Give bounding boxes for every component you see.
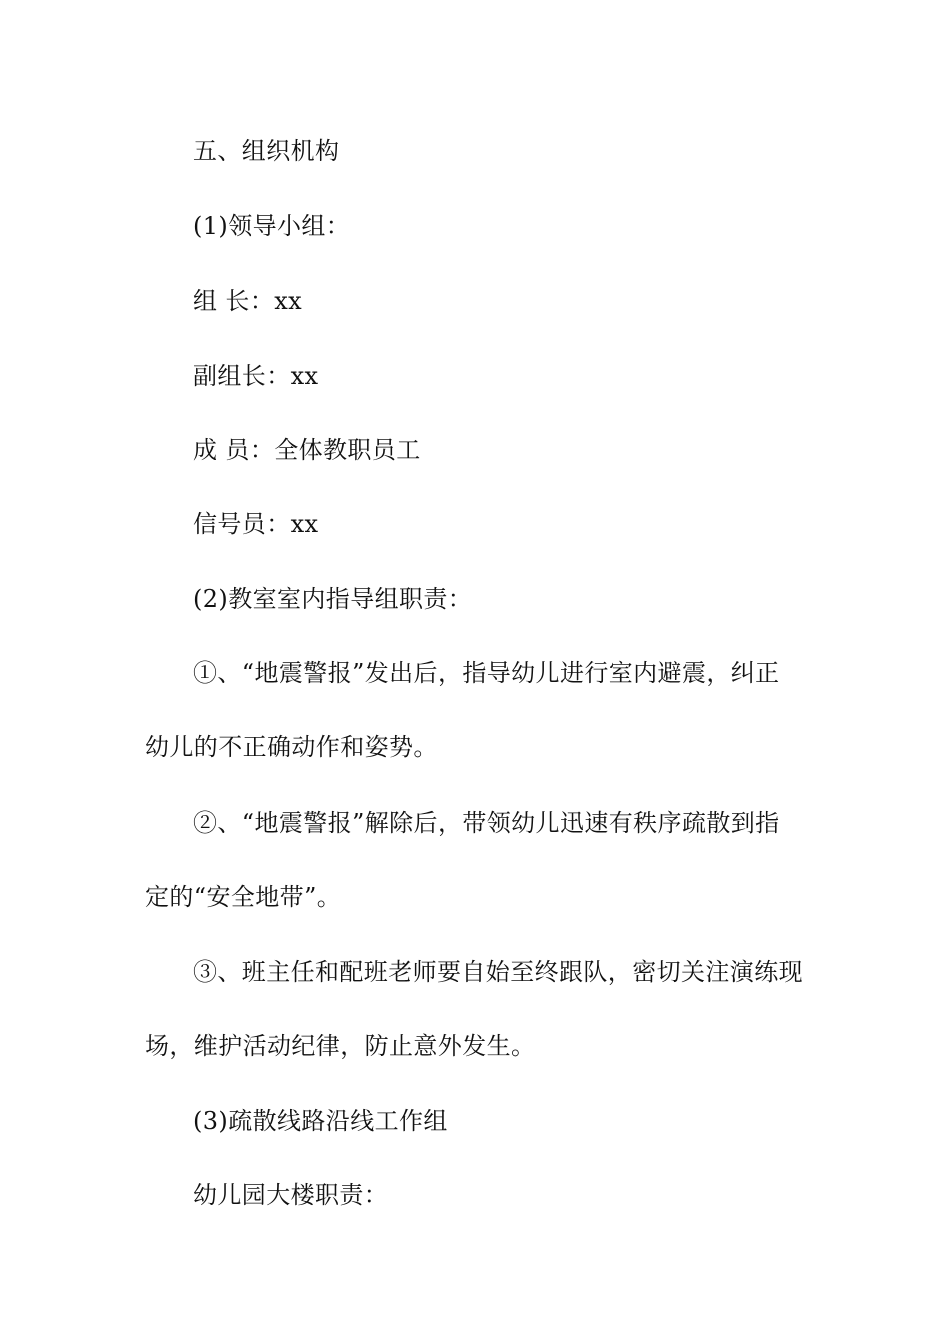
leader-line: 组 长：xx bbox=[193, 287, 303, 315]
section-heading: 五、组织机构 bbox=[193, 137, 340, 165]
duty-3-line-2: 场，维护活动纪律，防止意外发生。 bbox=[145, 1032, 536, 1060]
duty-2-line-1: ②、“地震警报”解除后，带领幼儿迅速有秩序疏散到指 bbox=[193, 809, 780, 837]
duty-2-line-2: 定的“安全地带”。 bbox=[145, 883, 342, 911]
deputy-leader-line: 副组长：xx bbox=[193, 362, 319, 390]
signaler-line: 信号员：xx bbox=[193, 510, 319, 538]
duty-1-line-2: 幼儿的不正确动作和姿势。 bbox=[145, 733, 438, 761]
classroom-group-heading: (2)教室室内指导组职责： bbox=[193, 585, 473, 613]
members-line: 成 员：全体教职员工 bbox=[193, 436, 421, 464]
evacuation-group-heading: (3)疏散线路沿线工作组 bbox=[193, 1107, 448, 1135]
building-duties-heading: 幼儿园大楼职责： bbox=[193, 1181, 389, 1209]
leadership-group-heading: (1)领导小组： bbox=[193, 212, 351, 240]
duty-1-line-1: ①、“地震警报”发出后，指导幼儿进行室内避震，纠正 bbox=[193, 659, 780, 687]
duty-3-line-1: ③、班主任和配班老师要自始至终跟队，密切关注演练现 bbox=[193, 958, 803, 986]
